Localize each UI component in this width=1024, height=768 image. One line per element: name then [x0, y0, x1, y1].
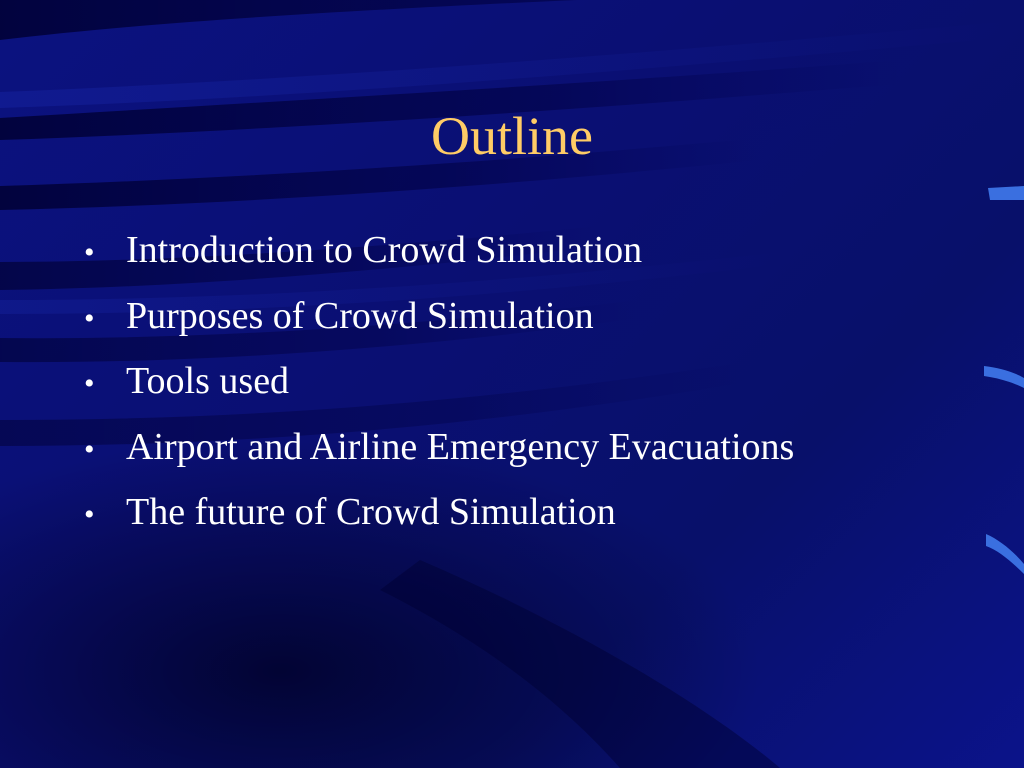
bullet-text: Tools used — [126, 360, 290, 402]
bullet-icon: • — [84, 236, 95, 269]
bullet-text: Introduction to Crowd Simulation — [126, 229, 643, 271]
bullet-icon: • — [84, 301, 95, 335]
list-item — [84, 490, 1004, 556]
bullet-icon: • — [84, 432, 95, 466]
list-item — [84, 228, 1004, 294]
bullet-list — [84, 228, 1004, 556]
list-item — [84, 359, 1004, 425]
bullet-text: Airport and Airline Emergency Evacuations — [126, 425, 795, 468]
tick-1 — [988, 186, 1024, 200]
bullet-icon: • — [84, 498, 95, 531]
bullet-icon: • — [84, 367, 95, 400]
bullet-text: The future of Crowd Simulation — [126, 491, 616, 533]
slide-title: Outline — [431, 106, 593, 166]
list-item — [84, 294, 1004, 360]
list-item — [84, 425, 1004, 491]
bullet-text: Purposes of Crowd Simulation — [126, 294, 594, 337]
